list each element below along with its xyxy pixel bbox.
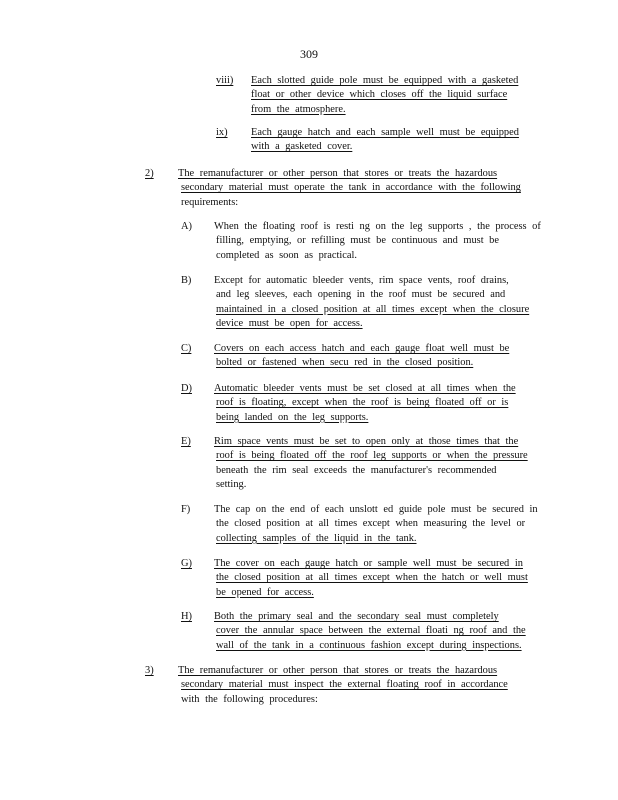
text-line: from the atmosphere. — [251, 103, 346, 115]
text-line: float or other device which closes off the liquid surface — [251, 89, 508, 101]
item-marker: C) — [181, 343, 192, 354]
text-line: The remanufacturer or other person that stores or treats the hazardous — [178, 665, 498, 676]
text-line: the closed position at all times except when measuring the level or — [216, 518, 526, 530]
text-line: Except for automatic bleeder vents, rim space vents, roof drains, — [214, 275, 509, 286]
text-line: Each slotted guide pole must be equipped with a gasketed — [251, 75, 519, 86]
item-marker: 2) — [145, 168, 154, 179]
item-marker: G) — [181, 558, 192, 569]
text-line: secondary material must operate the tank in accordance with the following — [181, 182, 521, 194]
text-line: The cover on each gauge hatch or sample well must be secured in — [214, 558, 523, 569]
item-marker: H) — [181, 611, 192, 622]
text-line: Automatic bleeder vents must be set closed at all times when the — [214, 383, 516, 394]
text-line: the closed position at all times except when the hatch or well must — [216, 572, 528, 584]
text-line: roof is floating, except when the roof is being floated off or is — [216, 397, 509, 409]
text-line: Each gauge hatch and each sample well must be equipped — [251, 127, 519, 138]
item-marker: 3) — [145, 665, 154, 676]
item-marker: B) — [181, 275, 192, 286]
text-line: maintained in a closed position at all times except when the closure — [216, 303, 530, 315]
text-line: roof is being floated off the roof leg supports or when the pressure — [216, 450, 528, 462]
text-line: collecting samples of the liquid in the tank. — [216, 532, 417, 544]
text-line: requirements: — [181, 196, 239, 208]
text-line: When the floating roof is resti ng on the leg supports , the process of — [214, 221, 541, 232]
text-line: with a gasketed cover. — [251, 141, 353, 153]
item-marker: A) — [181, 221, 192, 232]
text-line: with the following procedures: — [181, 693, 318, 705]
text-line: being landed on the leg supports. — [216, 411, 369, 423]
text-line: cover the annular space between the external floati ng roof and the — [216, 625, 526, 637]
text-line: The remanufacturer or other person that stores or treats the hazardous — [178, 168, 498, 179]
text-line: beneath the rim seal exceeds the manufacturer's recommended — [216, 464, 497, 476]
item-marker: E) — [181, 436, 191, 447]
text-line: completed as soon as practical. — [216, 249, 357, 261]
item-marker: viii) — [216, 75, 234, 86]
page-number: 309 — [300, 47, 318, 61]
item-marker: F) — [181, 504, 191, 515]
text-line: filling, emptying, or refilling must be continuous and must be — [216, 235, 499, 247]
text-line: secondary material must inspect the external floating roof in accordance — [181, 679, 508, 691]
text-line: setting. — [216, 478, 247, 490]
text-line: Both the primary seal and the secondary seal must completely — [214, 611, 499, 622]
text-line: Covers on each access hatch and each gauge float well must be — [214, 343, 510, 354]
item-marker: ix) — [216, 127, 228, 138]
item-marker: D) — [181, 383, 192, 394]
text-line: The cap on the end of each unslott ed guide pole must be secured in — [214, 504, 538, 515]
text-line: and leg sleeves, each opening in the roof must be secured and — [216, 289, 506, 301]
text-line: be opened for access. — [216, 586, 314, 598]
text-line: device must be open for access. — [216, 317, 363, 329]
text-line: bolted or fastened when secu red in the closed position. — [216, 357, 474, 369]
text-line: wall of the tank in a continuous fashion except during inspections. — [216, 639, 522, 651]
text-line: Rim space vents must be set to open only at those times that the — [214, 436, 519, 447]
